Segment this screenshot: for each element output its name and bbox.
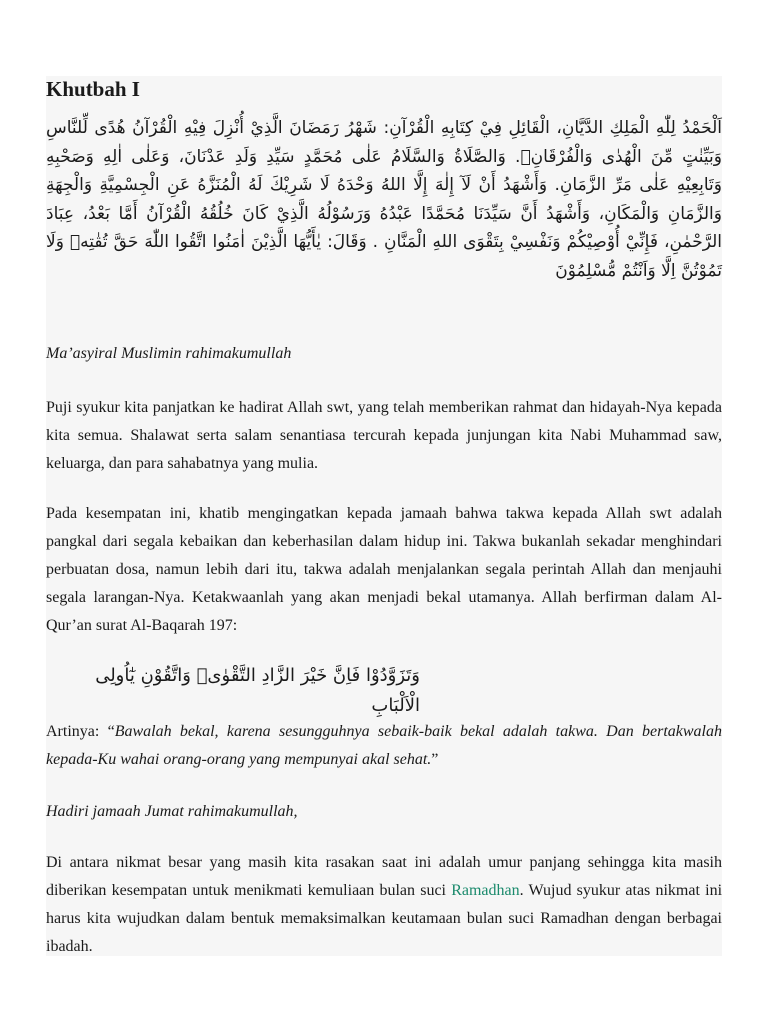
section-heading: Khutbah I <box>46 77 140 101</box>
translation-prefix: Artinya: “ <box>46 723 115 740</box>
paragraph-3-after: . Wujud syukur atas nikmat ini harus kita wujudkan dalam bentuk memaksimalkan keutamaan bulan suci Ramadhan dengan berbagai ibadah. <box>46 882 723 955</box>
document-page <box>46 76 722 956</box>
paragraph-3-before: Di antara nikmat besar yang masih kita rasakan saat ini adalah umur panjang sehingga kita masih diberikan kesempatan untuk menikmati kemuliaan bulan suci <box>46 854 722 899</box>
paragraph-3 <box>46 849 722 961</box>
paragraph-2: Pada kesempatan ini, khatib mengingatkan kepada jamaah bahwa takwa kepada Allah swt adalah pangkal dari segala kebaikan dan keberhasilan dalam hidup ini. Takwa bukanlah sekadar menghindari perbuatan dosa, namun lebih dari itu, takwa adalah menjalankan segala perintah Allah dan menjauhi segala larangan-Nya. Ketakwaanlah yang akan menjadi bekal utamanya. Allah berfirman dalam Al-Qur’an surat Al-Baqarah 197: <box>46 505 722 634</box>
arabic-opening-text: اَلْحَمْدُ لِلّٰهِ الْمَلِكِ الدَّيَّانِ، الْقَائِلِ فِيْ كِتَابِهِ الْقُرْآنِ: شَهْرُ رَمَضَانَ الَّذِيْ أُنْزِلَ فِيْهِ الْقُرْآنُ هُدًى لِّلنَّاسِ وَبَيِّنٰتٍ مِّنَ الْهُدٰى وَالْفُرْقَانِۚ. وَالصَّلَاةُ وَالسَّلَامُ عَلٰى مُحَمَّدٍ سَيِّدِ وَلَدِ عَدْنَانَ، وَعَلٰى اٰلِهِ وَصَحْبِهِ وَتَابِعِيْهِ عَلٰى مَرِّ الزَّمَانِ. وَأَشْهَدُ أَنْ لَآ إِلٰهَ إِلَّا اللهُ وَحْدَهُ لَا شَرِيْكَ لَهُ الْمُنَزَّهُ عَنِ الْجِسْمِيَّةِ وَالْجِهَةِ وَالزَّمَانِ وَالْمَكَانِ، وَأَشْهَدُ أَنَّ سَيِّدَنَا مُحَمَّدًا عَبْدُهُ وَرَسُوْلُهُ الَّذِيْ كَانَ خُلُقُهُ الْقُرْآنُ أَمَّا بَعْدُ، عِبَادَ الرَّحْمٰنِ، فَإِنِّيْ أُوْصِيْكُمْ وَنَفْسِيْ بِتَقْوَى اللهِ الْمَنَّانِ . وَقَالَ: يٰأَيُّهَا الَّذِيْنَ اٰمَنُوا اتَّقُوا اللّٰهَ حَقَّ تُقٰتِهٖ وَلَا تَمُوْتُنَّ اِلَّا وَاَنْتُمْ مُّسْلِمُوْنَ <box>46 118 722 281</box>
quran-verse: وَتَزَوَّدُوْا فَاِنَّ خَيْرَ الزَّادِ التَّقْوٰىۖ وَاتَّقُوْنِ يٰٓاُولِى الْاَلْبَابِ <box>95 665 420 716</box>
paragraph-1: Puji syukur kita panjatkan ke hadirat Allah swt, yang telah memberikan rahmat dan hidayah-Nya kepada kita semua. Shalawat serta salam senantiasa tercurah kepada junjungan kita Nabi Muhammad saw, keluarga, dan para sahabatnya yang mulia. <box>46 399 722 472</box>
translation-suffix: ” <box>431 751 439 768</box>
greeting-2: Hadiri jamaah Jumat rahimakumullah, <box>46 803 298 820</box>
greeting-1: Ma’asyiral Muslimin rahimakumullah <box>46 345 292 362</box>
ramadhan-link[interactable]: Ramadhan <box>451 882 520 899</box>
translation-text: Bawalah bekal, karena sesungguhnya sebaik-baik bekal adalah takwa. Dan bertakwalah kepada-Ku wahai orang-orang yang mempunyai akal sehat. <box>46 723 723 768</box>
translation <box>46 718 722 774</box>
